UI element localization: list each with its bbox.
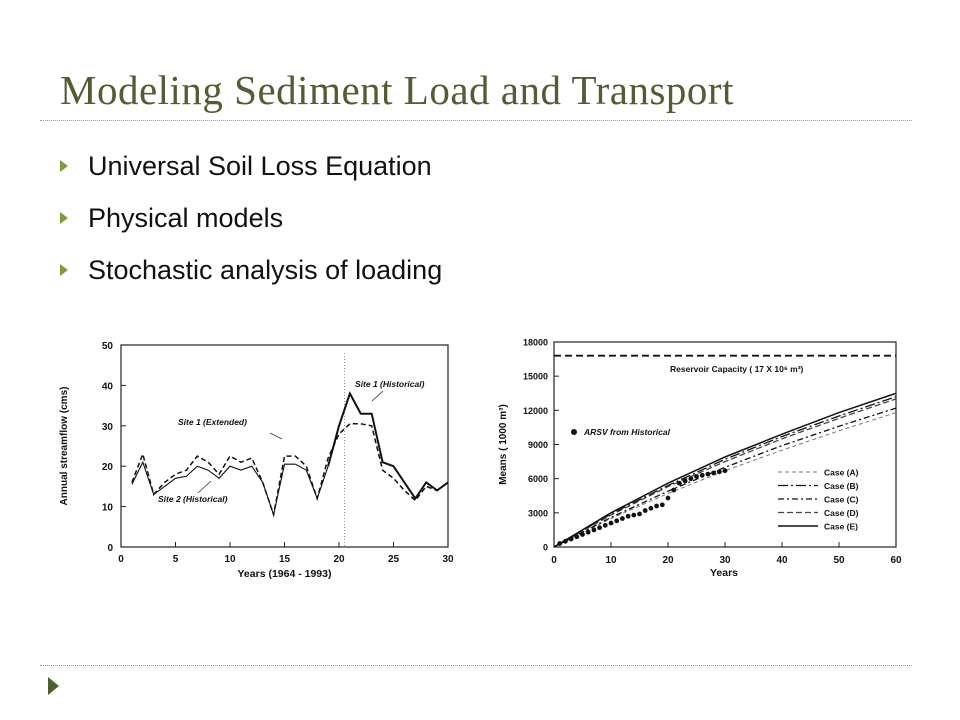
legend-label: Case (E) <box>824 521 859 532</box>
arsv-point <box>700 473 705 478</box>
bullet-item <box>60 244 442 296</box>
y-axis-label: Means ( 1000 m³) <box>498 404 509 485</box>
x-axis-label: Years <box>709 567 739 579</box>
x-tick-label: 30 <box>442 554 454 565</box>
x-axis-label: Years (1964 - 1993) <box>237 568 332 580</box>
series-line <box>132 462 328 515</box>
arsv-point <box>592 528 597 533</box>
y-tick-label: 6000 <box>527 474 548 485</box>
legend-label: Case (D) <box>824 508 859 518</box>
arsv-point <box>711 471 716 476</box>
bullet-item <box>60 192 442 244</box>
legend-label: Case (C) <box>824 494 859 505</box>
arsv-point <box>574 534 579 539</box>
arsv-point <box>557 541 562 546</box>
arsv-point <box>683 479 688 484</box>
bullet-list <box>60 140 442 296</box>
arsv-point <box>620 516 625 521</box>
arsv-point <box>609 521 614 526</box>
arsv-point <box>637 512 642 517</box>
x-tick-label: 5 <box>172 554 179 565</box>
y-axis-label: Annual streamflow (cms) <box>59 386 70 506</box>
arsv-point <box>688 476 693 481</box>
x-tick-label: 50 <box>833 555 845 566</box>
bullet-arrow-icon <box>60 264 68 276</box>
x-tick-label: 25 <box>387 554 400 565</box>
x-tick-label: 20 <box>662 555 674 566</box>
series-line <box>328 394 448 499</box>
x-tick-label: 0 <box>551 555 557 566</box>
annotation-leader <box>198 481 211 493</box>
arsv-point <box>717 469 722 474</box>
bullet-text: Universal Soil Loss Equation <box>88 150 432 181</box>
bullet-text: Physical models <box>88 202 284 233</box>
y-tick-label: 50 <box>101 341 113 352</box>
arsv-point <box>614 518 619 523</box>
arsv-point <box>671 488 676 493</box>
y-tick-label: 10 <box>101 502 113 514</box>
footer-arrow-icon <box>48 677 59 695</box>
y-tick-label: 0 <box>107 543 113 554</box>
y-tick-label: 12000 <box>522 405 548 416</box>
annotation-label: Site 1 (Historical) <box>355 379 425 389</box>
footer-divider <box>40 665 912 666</box>
streamflow-chart <box>48 325 460 600</box>
arsv-point <box>677 481 682 486</box>
arsv-point <box>626 514 631 519</box>
arsv-point <box>694 474 699 479</box>
x-tick-label: 0 <box>118 554 124 565</box>
arsv-point <box>666 496 671 501</box>
bullet-arrow-icon <box>60 212 68 224</box>
slide-title: Modeling Sediment Load and Transport <box>60 67 734 113</box>
y-tick-label: 3000 <box>527 508 548 519</box>
legend-label: Case (A) <box>824 467 859 478</box>
arsv-point <box>569 537 574 542</box>
bullet-text: Stochastic analysis of loading <box>88 254 443 285</box>
annotation-label: Site 1 (Extended) <box>178 417 247 427</box>
bullet-arrow-icon <box>60 160 68 172</box>
plot-frame <box>121 345 448 547</box>
annotation-leader <box>270 433 282 439</box>
arsv-point <box>654 504 659 509</box>
legend-label: Case (B) <box>824 481 859 491</box>
x-tick-label: 10 <box>605 555 617 566</box>
arsv-point <box>597 525 602 530</box>
x-tick-label: 20 <box>333 554 345 565</box>
y-tick-label: 30 <box>101 421 113 433</box>
x-tick-label: 30 <box>719 555 731 566</box>
y-tick-label: 20 <box>101 462 113 474</box>
x-tick-label: 15 <box>278 554 291 565</box>
arsv-point <box>723 468 728 473</box>
x-tick-label: 40 <box>776 555 788 566</box>
arsv-point <box>603 523 608 528</box>
arsv-point <box>563 539 568 544</box>
arsv-point <box>706 472 711 477</box>
y-tick-label: 18000 <box>522 337 548 348</box>
arsv-legend-marker <box>571 429 577 435</box>
x-tick-label: 60 <box>890 555 902 566</box>
title-divider <box>40 120 912 121</box>
arsv-point <box>649 506 654 511</box>
arsv-point <box>660 502 665 507</box>
annotation-label: Site 2 (Historical) <box>158 494 228 504</box>
reservoir-sediment-chart <box>488 325 920 587</box>
bullet-item <box>60 140 442 192</box>
arsv-legend-label: ARSV from Historical <box>584 427 670 437</box>
arsv-point <box>580 532 585 537</box>
arsv-point <box>631 513 636 518</box>
arsv-point <box>643 508 648 513</box>
y-tick-label: 9000 <box>527 440 548 450</box>
annotation-leader <box>372 391 383 401</box>
y-tick-label: 0 <box>542 542 548 553</box>
y-tick-label: 15000 <box>522 371 548 382</box>
capacity-label: Reservoir Capacity ( 17 X 10⁶ m³) <box>670 364 804 374</box>
x-tick-label: 10 <box>224 554 236 565</box>
y-tick-label: 40 <box>101 381 113 393</box>
arsv-point <box>586 530 591 535</box>
